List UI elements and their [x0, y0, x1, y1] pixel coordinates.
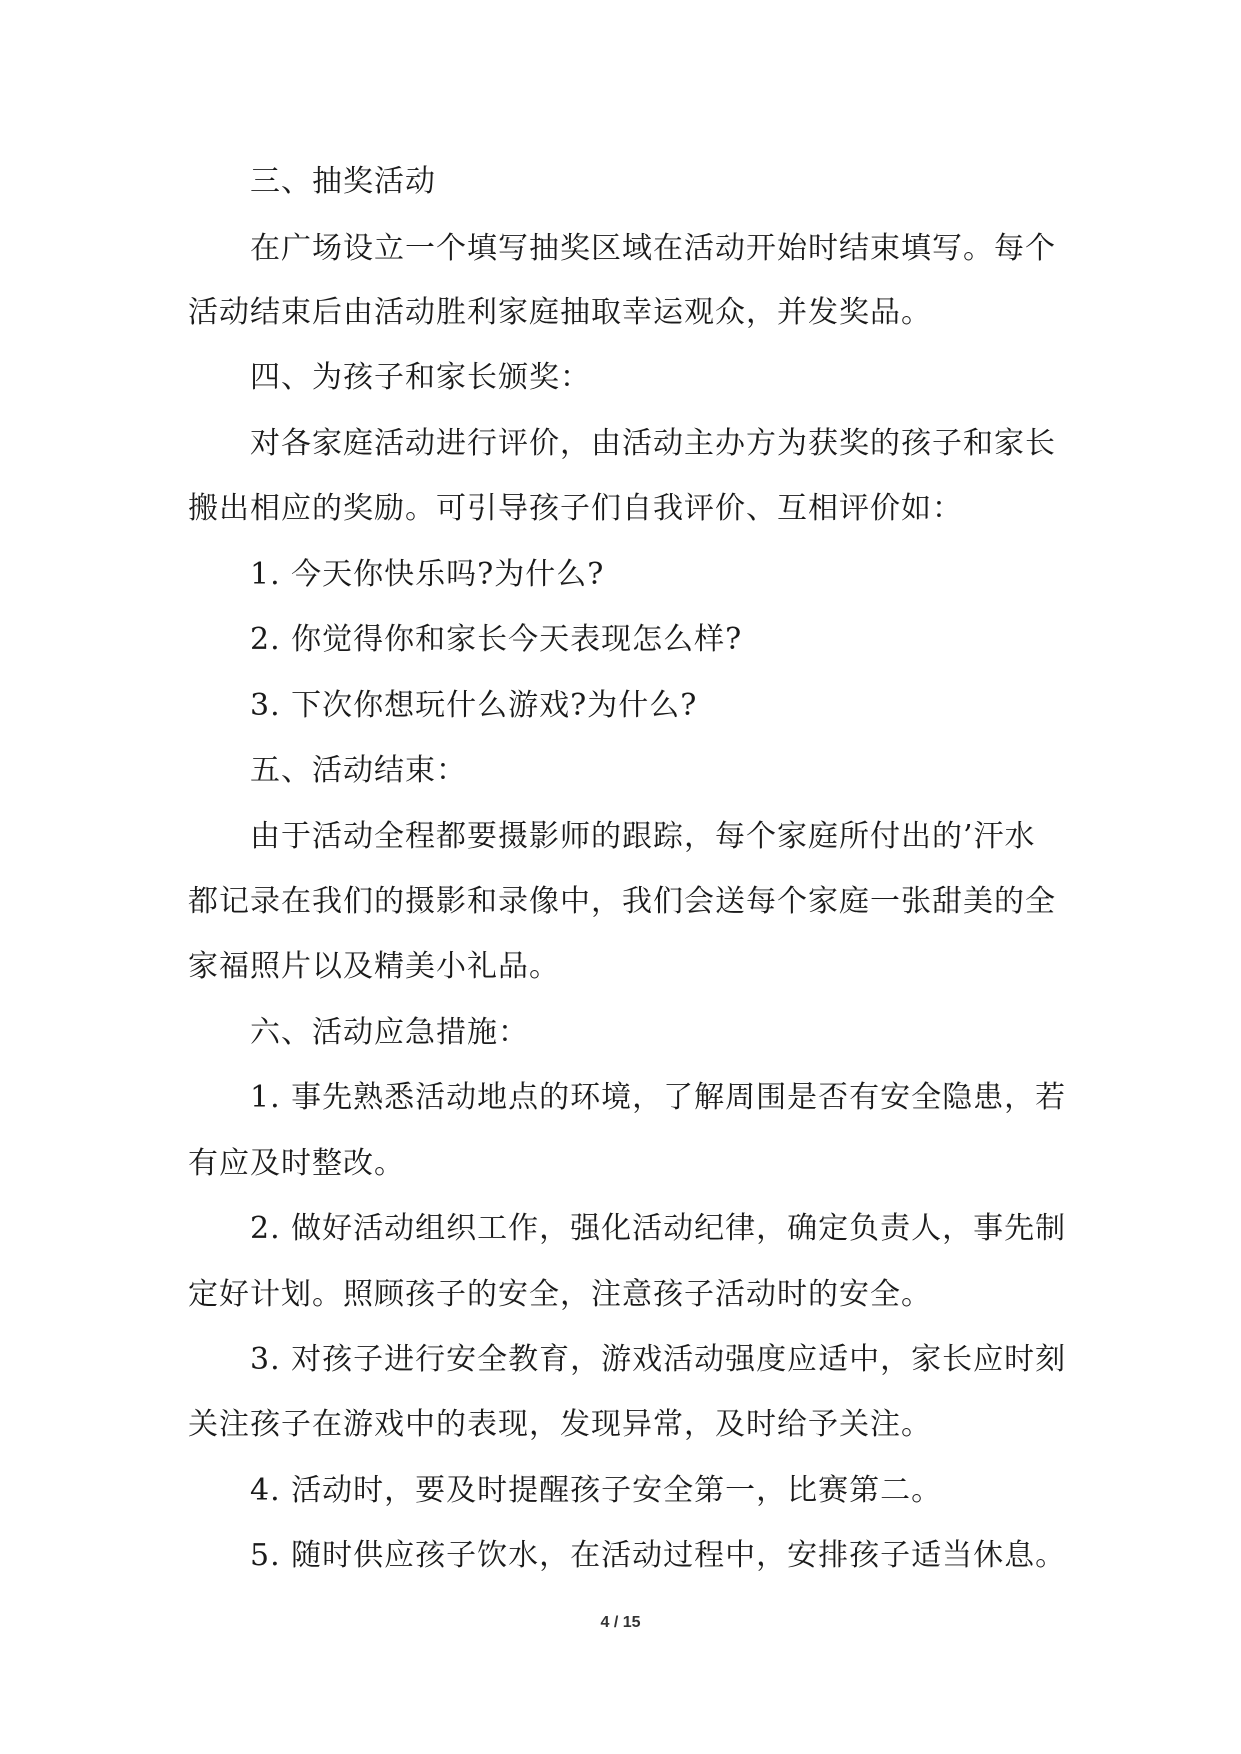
list-item-continuation: 有应及时整改。 — [188, 1146, 405, 1181]
paragraph-line: 由于活动全程都要摄影师的跟踪，每个家庭所付出的’汗水 — [250, 819, 1036, 854]
paragraph-line: 在广场设立一个填写抽奖区域在活动开始时结束填写。每个 — [250, 231, 1056, 266]
list-item: 1. 事先熟悉活动地点的环境，了解周围是否有安全隐患，若 — [250, 1080, 1067, 1115]
list-item: 3. 对孩子进行安全教育，游戏活动强度应适中，家长应时刻 — [250, 1342, 1067, 1377]
list-item: 4. 活动时，要及时提醒孩子安全第一，比赛第二。 — [250, 1473, 943, 1508]
paragraph-line: 搬出相应的奖励。可引导孩子们自我评价、互相评价如： — [188, 491, 963, 526]
section-heading-lottery: 三、抽奖活动 — [250, 164, 436, 199]
page-number: 4 / 15 — [600, 1614, 641, 1631]
paragraph-line: 对各家庭活动进行评价，由活动主办方为获奖的孩子和家长 — [250, 426, 1056, 461]
section-heading-emergency: 六、活动应急措施： — [250, 1015, 529, 1050]
paragraph-line: 家福照片以及精美小礼品。 — [188, 949, 560, 984]
paragraph-line: 都记录在我们的摄影和录像中，我们会送每个家庭一张甜美的全 — [188, 884, 1056, 919]
list-item-continuation: 关注孩子在游戏中的表现，发现异常，及时给予关注。 — [188, 1407, 932, 1442]
list-item: 5. 随时供应孩子饮水，在活动过程中，安排孩子适当休息。 — [250, 1538, 1067, 1573]
paragraph-line: 活动结束后由活动胜利家庭抽取幸运观众，并发奖品。 — [188, 295, 932, 330]
list-item: 3. 下次你想玩什么游戏?为什么? — [250, 688, 698, 723]
section-heading-awards: 四、为孩子和家长颁奖： — [250, 360, 591, 395]
list-item: 1. 今天你快乐吗?为什么? — [250, 557, 605, 592]
section-heading-end: 五、活动结束： — [250, 753, 467, 788]
list-item-continuation: 定好计划。照顾孩子的安全，注意孩子活动时的安全。 — [188, 1277, 932, 1312]
list-item: 2. 做好活动组织工作，强化活动纪律，确定负责人，事先制 — [250, 1211, 1067, 1246]
list-item: 2. 你觉得你和家长今天表现怎么样? — [250, 622, 743, 657]
